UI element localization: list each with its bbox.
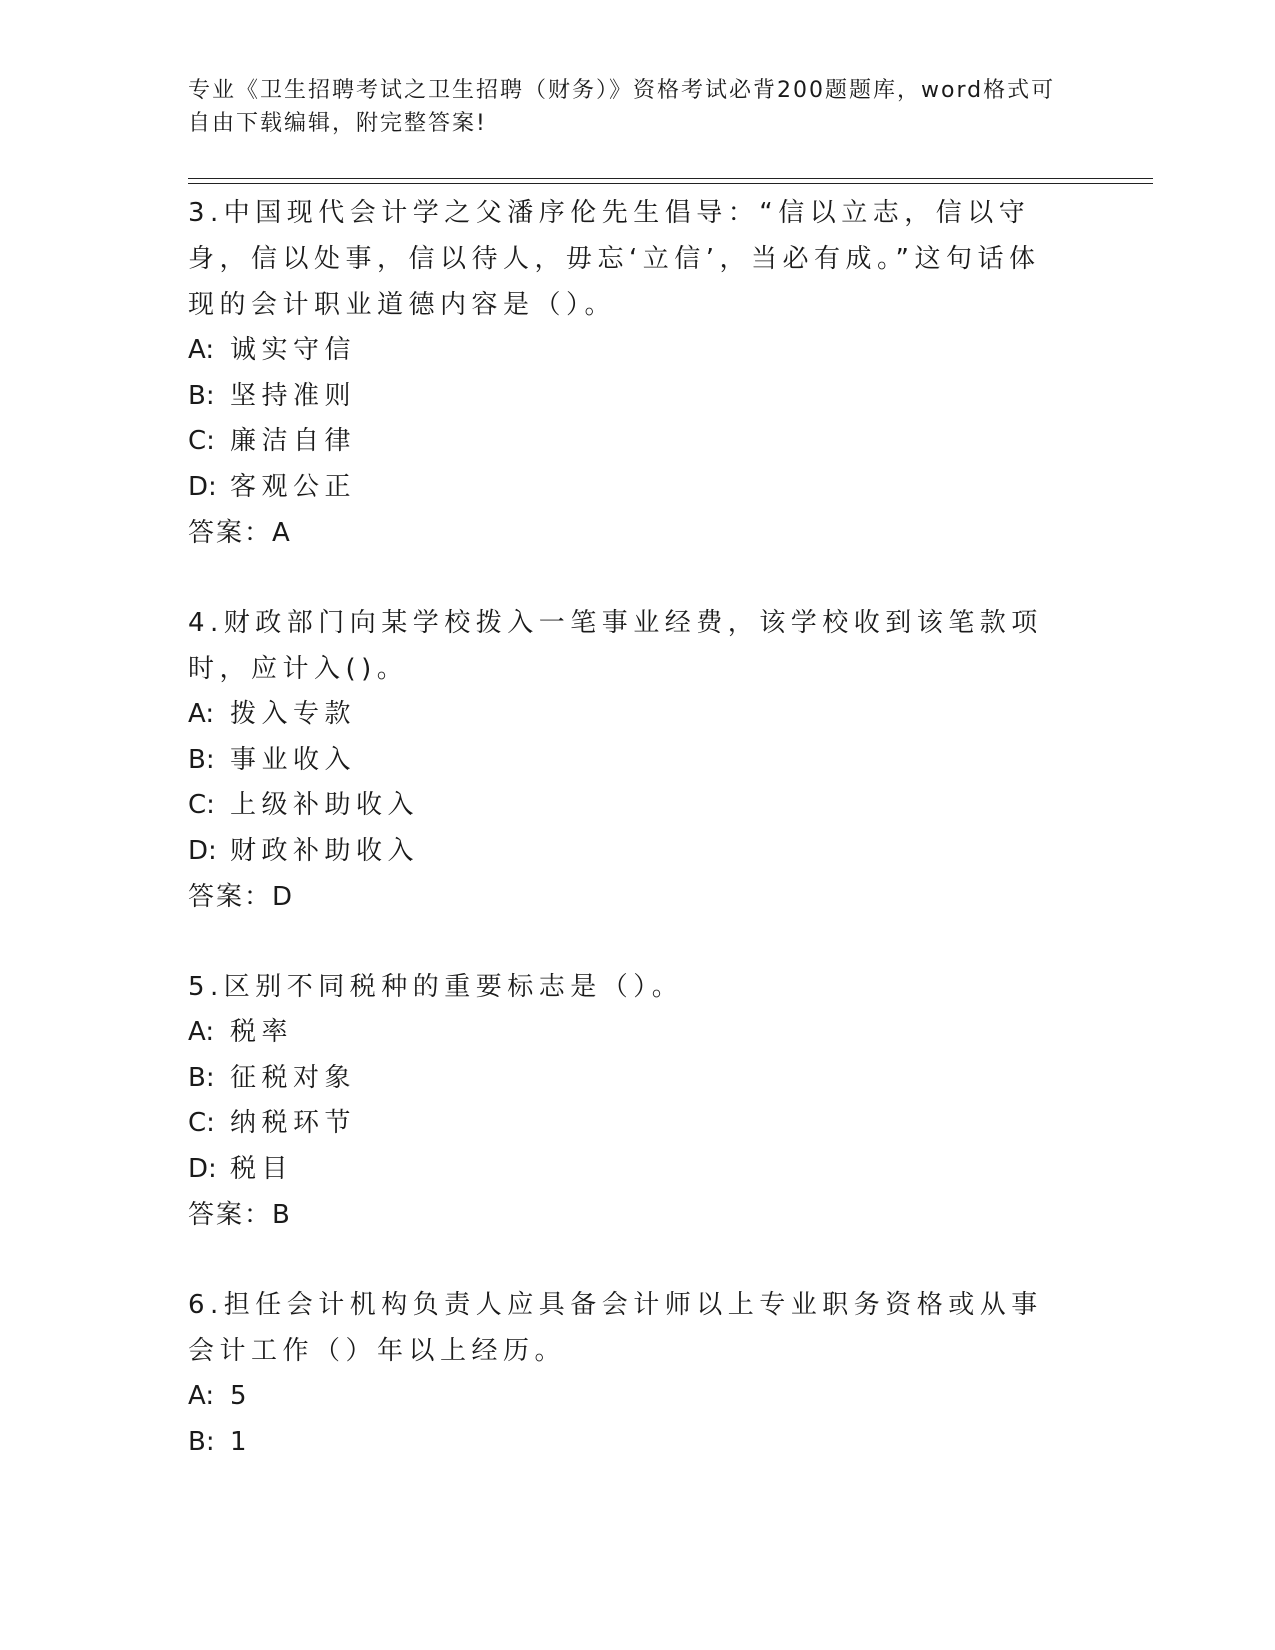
option-text: 坚持准则	[230, 380, 357, 411]
option-text: 诚实守信	[230, 335, 357, 365]
option-a	[188, 1374, 1068, 1420]
option-text: 廉洁自律	[230, 426, 357, 456]
answer-label: 答案：	[188, 518, 273, 548]
option-text: 税目	[230, 1153, 294, 1184]
answer-value: B	[272, 1200, 291, 1230]
question-5	[188, 964, 1068, 1238]
option-key: B:	[188, 744, 215, 775]
option-key: D:	[188, 835, 217, 866]
option-text: 拨入专款	[230, 699, 357, 729]
option-text: 事业收入	[230, 744, 357, 775]
option-key: C:	[188, 426, 215, 456]
option-a	[188, 328, 1068, 374]
option-key: A:	[188, 699, 215, 729]
question-text: 3.中国现代会计学之父潘序伦先生倡导：“信以立志，信以守身，信以处事，信以待人，毋忘‘立信’，当必有成。”这句话体现的会计职业道德内容是（）。	[188, 198, 1041, 320]
option-key: A:	[188, 335, 215, 365]
option-key: D:	[188, 1153, 217, 1184]
option-c	[188, 419, 1068, 465]
header-divider-top	[188, 178, 1153, 179]
option-text: 客观公正	[230, 471, 357, 502]
option-text: 财政补助收入	[230, 835, 420, 866]
answer-line	[188, 874, 1068, 920]
answer-label: 答案：	[188, 882, 273, 912]
option-d	[188, 1147, 1068, 1193]
answer-line	[188, 510, 1068, 556]
option-key: D:	[188, 471, 217, 502]
option-b	[188, 738, 1068, 784]
answer-value: A	[272, 518, 291, 548]
answer-value: D	[272, 882, 294, 912]
option-key: B:	[188, 1426, 215, 1457]
question-4	[188, 600, 1068, 920]
option-a	[188, 692, 1068, 738]
question-list	[188, 190, 1068, 1509]
question-text: 6.担任会计机构负责人应具备会计师以上专业职务资格或从事会计工作（）年以上经历。	[188, 1290, 1043, 1366]
option-key: A:	[188, 1017, 215, 1047]
option-a	[188, 1010, 1068, 1056]
option-b	[188, 1420, 1068, 1466]
option-d	[188, 829, 1068, 875]
option-key: B:	[188, 380, 215, 411]
question-3	[188, 190, 1068, 556]
header-divider-bottom	[188, 183, 1153, 184]
question-6	[188, 1282, 1068, 1465]
option-text: 1	[230, 1426, 253, 1457]
option-text: 税率	[230, 1017, 294, 1047]
answer-line	[188, 1192, 1068, 1238]
option-b	[188, 374, 1068, 420]
option-key: C:	[188, 790, 215, 820]
option-c	[188, 1101, 1068, 1147]
option-text: 纳税环节	[230, 1108, 357, 1138]
question-text: 5.区别不同税种的重要标志是（）。	[188, 972, 684, 1002]
option-b	[188, 1056, 1068, 1102]
option-key: B:	[188, 1062, 215, 1093]
option-text: 上级补助收入	[230, 790, 420, 820]
question-text: 4.财政部门向某学校拨入一笔事业经费，该学校收到该笔款项时，应计入()。	[188, 608, 1043, 684]
document-header: 专业《卫生招聘考试之卫生招聘（财务）》资格考试必背200题题库，word格式可自由下载编辑，附完整答案!	[188, 78, 1056, 136]
answer-label: 答案：	[188, 1200, 273, 1230]
option-key: C:	[188, 1108, 215, 1138]
option-c	[188, 783, 1068, 829]
option-text: 5	[230, 1381, 253, 1411]
option-d	[188, 465, 1068, 511]
option-text: 征税对象	[230, 1062, 357, 1093]
option-key: A:	[188, 1381, 215, 1411]
